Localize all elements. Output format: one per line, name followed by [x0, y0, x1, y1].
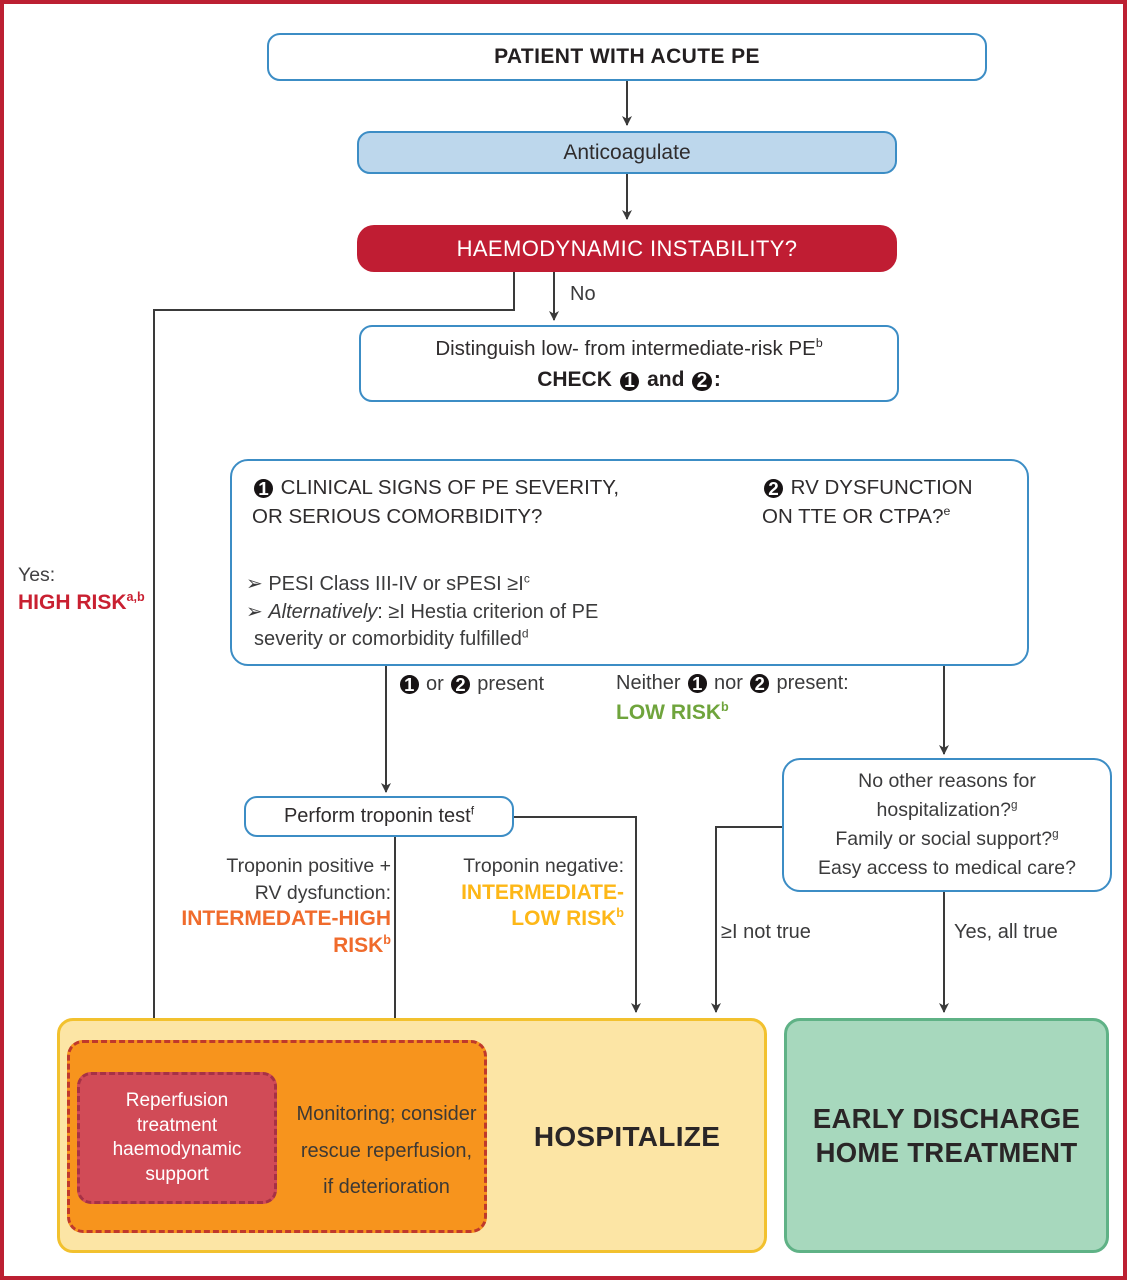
criteria-q2-line2-text: ON TTE OR CTPA? — [762, 504, 944, 528]
label-intermediate-low-risk-text: LOW RISK — [511, 907, 617, 930]
label-intermediate-low-sup: b — [616, 906, 624, 920]
reperfusion-line2: treatment — [136, 1114, 218, 1136]
label-troponin-negative-line1: Troponin negative: — [463, 855, 624, 877]
criteria-bullets — [246, 571, 806, 654]
questions-line2-sup: g — [1010, 798, 1018, 812]
questions-line4: Easy access to medical care? — [818, 857, 1076, 879]
questions-line1: No other reasons for — [858, 770, 1036, 792]
node-anticoagulate — [357, 131, 897, 174]
label-intermediate-low-line1: INTERMEDIATE- — [461, 880, 624, 904]
label-high-risk-sup: a,b — [126, 590, 145, 604]
label-intermediate-high-sup: b — [383, 932, 391, 947]
criteria-question-2 — [762, 474, 1017, 531]
node-haemodynamic-instability — [357, 225, 897, 272]
node-perform-troponin-test — [244, 796, 514, 837]
monitoring-line1: Monitoring; consider — [296, 1103, 477, 1125]
label-troponin-negative-block — [424, 853, 624, 933]
reperfusion-line1: Reperfusion — [125, 1090, 229, 1111]
node-discharge-questions — [782, 758, 1112, 892]
circled-1-icon: 1 — [400, 675, 419, 694]
distinguish-line2: CHECK 1 and 2 : — [537, 367, 721, 392]
criteria-bullet-2-italic: Alternatively — [268, 600, 378, 623]
label-hospitalize: HOSPITALIZE — [533, 1121, 721, 1152]
criteria-q2-sup: e — [943, 503, 951, 518]
questions-line2 — [877, 796, 1018, 825]
label-intermediate-high-line1: INTERMEDATE-HIGH — [181, 907, 391, 930]
circled-2-icon: 2 — [750, 674, 769, 693]
criteria-bullet-3-text: severity or comorbidity fulfilled — [254, 628, 522, 650]
label-intermediate-low-line2 — [424, 906, 624, 933]
distinguish-line1-sup: b — [815, 335, 823, 350]
criteria-question-1 — [252, 474, 732, 531]
circled-1-icon: 1 — [620, 372, 640, 392]
label-low-risk — [616, 701, 849, 725]
questions-line2-text: hospitalization? — [876, 799, 1011, 821]
criteria-bullet-1 — [246, 571, 806, 599]
label-one-or-two-present: 1 or 2 present — [398, 673, 544, 696]
reperfusion-line3: haemodynamic — [112, 1139, 242, 1160]
node-patient-with-acute-pe — [267, 33, 987, 81]
questions-line3-text: Family or social support? — [835, 828, 1053, 850]
label-troponin-positive-line1: Troponin positive + — [226, 855, 391, 877]
circled-2-icon: 2 — [764, 479, 783, 498]
criteria-bullet-1-sup: c — [523, 571, 530, 586]
label-low-risk-sup: b — [721, 700, 729, 714]
reperfusion-text — [113, 1089, 242, 1187]
label-neither-present: Neither 1 nor 2 present: — [616, 672, 849, 695]
circled-1-icon: 1 — [688, 674, 707, 693]
criteria-bullet-2-marker: ➢ — [246, 600, 269, 623]
criteria-q2-line2 — [762, 503, 1017, 532]
node-patient-label: PATIENT WITH ACUTE PE — [494, 45, 760, 68]
criteria-q2-line1: 2 RV DYSFUNCTION — [762, 474, 1017, 503]
node-reperfusion-box — [77, 1072, 277, 1204]
node-haemodynamic-label: HAEMODYNAMIC INSTABILITY? — [456, 235, 798, 261]
reperfusion-line4: support — [145, 1163, 209, 1185]
criteria-q1-line1: 1 CLINICAL SIGNS OF PE SEVERITY, — [252, 474, 732, 503]
criteria-bullet-3-sup: d — [521, 626, 529, 641]
label-all-true: Yes, all true — [954, 921, 1058, 943]
label-troponin-positive-block — [169, 853, 391, 959]
label-not-true: ≥I not true — [721, 921, 811, 943]
label-yes: Yes: — [18, 564, 56, 586]
connector-not-true-hospitalize — [716, 827, 782, 1012]
criteria-bullet-2-text: : ≥I Hestia criterion of PE — [377, 600, 599, 623]
circled-2-icon: 2 — [451, 675, 470, 694]
early-discharge-line1: EARLY DISCHARGE — [812, 1103, 1081, 1134]
distinguish-line1 — [435, 333, 822, 364]
label-yes-high-risk — [18, 564, 145, 615]
label-no: No — [570, 283, 596, 305]
questions-line3 — [835, 825, 1058, 854]
questions-line3-sup: g — [1052, 827, 1059, 841]
troponin-label — [284, 805, 474, 828]
criteria-bullet-1-text: ➢ PESI Class III-IV or sPESI ≥I — [246, 573, 524, 595]
label-low-risk-text: LOW RISK — [616, 701, 721, 724]
troponin-label-sup: f — [470, 803, 475, 818]
node-anticoagulate-label: Anticoagulate — [563, 140, 691, 164]
label-high-risk-text: HIGH RISK — [18, 591, 127, 614]
criteria-bullet-3 — [246, 626, 806, 654]
circled-2-icon: 2 — [692, 372, 712, 392]
label-high-risk — [18, 591, 145, 615]
criteria-bullet-2 — [246, 599, 806, 627]
troponin-label-text: Perform troponin test — [283, 805, 471, 827]
criteria-q1-line2: OR SERIOUS COMORBIDITY? — [252, 504, 543, 528]
label-troponin-positive-line2: RV dysfunction: — [254, 881, 391, 904]
node-distinguish-risk — [359, 325, 899, 402]
monitoring-text — [289, 1096, 484, 1206]
monitoring-line3: if deterioration — [323, 1176, 450, 1198]
label-intermediate-high-line2 — [169, 933, 391, 960]
circled-1-icon: 1 — [254, 479, 273, 498]
monitoring-line2: rescue reperfusion, — [300, 1139, 473, 1162]
node-early-discharge-box — [784, 1018, 1109, 1253]
label-neither-low-risk — [616, 672, 849, 725]
early-discharge-text — [813, 1102, 1080, 1169]
node-criteria-box — [230, 459, 1029, 666]
early-discharge-line2: HOME TREATMENT — [815, 1136, 1078, 1168]
label-intermediate-high-risk-text: RISK — [333, 933, 384, 957]
distinguish-line1-text: Distinguish low- from intermediate-risk PE — [435, 336, 816, 360]
